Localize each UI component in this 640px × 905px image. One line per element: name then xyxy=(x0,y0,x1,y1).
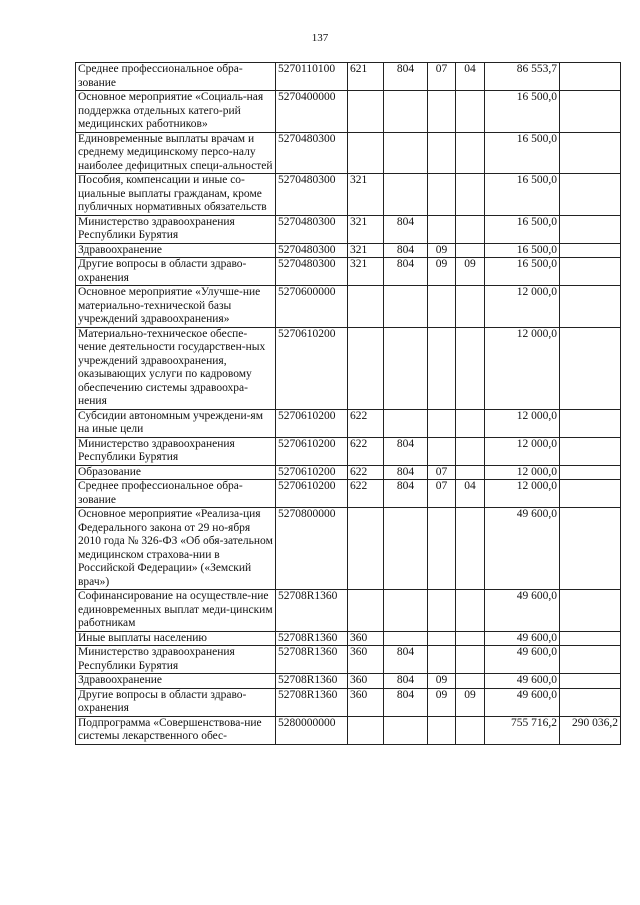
subsection-code-cell: 04 xyxy=(456,480,485,508)
target-code-cell: 52708R1360 xyxy=(276,646,348,674)
amount-1-cell: 16 500,0 xyxy=(485,243,560,258)
table-row xyxy=(76,174,621,216)
budget-table xyxy=(75,62,621,745)
section-code-cell xyxy=(428,174,456,216)
ministry-code-cell: 804 xyxy=(384,437,428,465)
ministry-code-cell xyxy=(384,132,428,174)
amount-1-cell: 49 600,0 xyxy=(485,646,560,674)
ministry-code-cell xyxy=(384,286,428,328)
table-row xyxy=(76,243,621,258)
row-name-cell: Среднее профессиональное обра-зование xyxy=(76,63,276,91)
target-code-cell: 5270800000 xyxy=(276,508,348,590)
section-code-cell xyxy=(428,437,456,465)
amount-1-cell: 49 600,0 xyxy=(485,631,560,646)
amount-2-cell xyxy=(560,258,621,286)
section-code-cell xyxy=(428,327,456,409)
ministry-code-cell: 804 xyxy=(384,688,428,716)
ministry-code-cell: 804 xyxy=(384,674,428,689)
amount-2-cell xyxy=(560,674,621,689)
row-name-cell: Министерство здравоохранения Республики Бурятия xyxy=(76,646,276,674)
subsection-code-cell: 09 xyxy=(456,258,485,286)
ministry-code-cell xyxy=(384,327,428,409)
subsection-code-cell xyxy=(456,631,485,646)
section-code-cell xyxy=(428,508,456,590)
amount-2-cell xyxy=(560,465,621,480)
expense-type-cell: 622 xyxy=(348,465,384,480)
amount-1-cell: 49 600,0 xyxy=(485,688,560,716)
row-name-cell: Основное мероприятие «Социаль-ная поддержка отдельных катего-рий медицинских работников» xyxy=(76,91,276,133)
section-code-cell: 07 xyxy=(428,480,456,508)
subsection-code-cell xyxy=(456,716,485,744)
amount-1-cell: 49 600,0 xyxy=(485,590,560,632)
amount-2-cell xyxy=(560,437,621,465)
row-name-cell: Пособия, компенсации и иные со-циальные выплаты гражданам, кроме публичных нормативных обязательств xyxy=(76,174,276,216)
ministry-code-cell: 804 xyxy=(384,258,428,286)
row-name-cell: Софинансирование на осуществле-ние единовременных выплат меди-цинским работникам xyxy=(76,590,276,632)
table-row xyxy=(76,327,621,409)
amount-2-cell xyxy=(560,215,621,243)
amount-1-cell: 12 000,0 xyxy=(485,286,560,328)
subsection-code-cell xyxy=(456,646,485,674)
amount-1-cell: 49 600,0 xyxy=(485,508,560,590)
amount-2-cell xyxy=(560,631,621,646)
row-name-cell: Другие вопросы в области здраво-охранения xyxy=(76,258,276,286)
expense-type-cell xyxy=(348,590,384,632)
table-row xyxy=(76,215,621,243)
ministry-code-cell: 804 xyxy=(384,646,428,674)
amount-1-cell: 12 000,0 xyxy=(485,327,560,409)
amount-1-cell: 86 553,7 xyxy=(485,63,560,91)
subsection-code-cell xyxy=(456,327,485,409)
amount-1-cell: 16 500,0 xyxy=(485,258,560,286)
expense-type-cell: 321 xyxy=(348,215,384,243)
table-row xyxy=(76,286,621,328)
row-name-cell: Здравоохранение xyxy=(76,674,276,689)
row-name-cell: Единовременные выплаты врачам и среднему медицинскому персо-налу наиболее дефицитных специ-альностей xyxy=(76,132,276,174)
ministry-code-cell xyxy=(384,508,428,590)
amount-2-cell xyxy=(560,409,621,437)
subsection-code-cell xyxy=(456,215,485,243)
row-name-cell: Другие вопросы в области здраво-охранения xyxy=(76,688,276,716)
row-name-cell: Образование xyxy=(76,465,276,480)
row-name-cell: Иные выплаты населению xyxy=(76,631,276,646)
row-name-cell: Субсидии автономным учреждени-ям на иные цели xyxy=(76,409,276,437)
target-code-cell: 5270610200 xyxy=(276,465,348,480)
expense-type-cell xyxy=(348,286,384,328)
table-body xyxy=(76,63,621,745)
section-code-cell: 09 xyxy=(428,258,456,286)
table-row xyxy=(76,63,621,91)
amount-2-cell xyxy=(560,174,621,216)
expense-type-cell: 321 xyxy=(348,174,384,216)
section-code-cell xyxy=(428,215,456,243)
expense-type-cell xyxy=(348,327,384,409)
subsection-code-cell xyxy=(456,674,485,689)
amount-1-cell: 755 716,2 xyxy=(485,716,560,744)
subsection-code-cell: 09 xyxy=(456,688,485,716)
amount-1-cell: 49 600,0 xyxy=(485,674,560,689)
section-code-cell xyxy=(428,286,456,328)
row-name-cell: Материально-техническое обеспе-чение деятельности государствен-ных учреждений здравоохранения, оказывающих услуги по кадровому обеспечению системы здравоохра-нения xyxy=(76,327,276,409)
amount-2-cell xyxy=(560,688,621,716)
amount-1-cell: 12 000,0 xyxy=(485,437,560,465)
subsection-code-cell xyxy=(456,243,485,258)
table-row xyxy=(76,590,621,632)
row-name-cell: Основное мероприятие «Реализа-ция Федерального закона от 29 но-ября 2010 года № 326-ФЗ «Об обя-зательном медицинском страхова-нии в Российской Федерации» («Земский врач») xyxy=(76,508,276,590)
ministry-code-cell: 804 xyxy=(384,63,428,91)
amount-1-cell: 16 500,0 xyxy=(485,174,560,216)
amount-2-cell xyxy=(560,508,621,590)
subsection-code-cell xyxy=(456,286,485,328)
expense-type-cell: 321 xyxy=(348,258,384,286)
ministry-code-cell xyxy=(384,174,428,216)
section-code-cell: 09 xyxy=(428,674,456,689)
subsection-code-cell xyxy=(456,465,485,480)
table-row xyxy=(76,258,621,286)
amount-1-cell: 12 000,0 xyxy=(485,480,560,508)
ministry-code-cell: 804 xyxy=(384,465,428,480)
ministry-code-cell: 804 xyxy=(384,215,428,243)
target-code-cell: 5270610200 xyxy=(276,327,348,409)
amount-2-cell xyxy=(560,243,621,258)
amount-1-cell: 12 000,0 xyxy=(485,409,560,437)
amount-2-cell xyxy=(560,590,621,632)
target-code-cell: 5280000000 xyxy=(276,716,348,744)
subsection-code-cell xyxy=(456,91,485,133)
expense-type-cell xyxy=(348,716,384,744)
section-code-cell: 07 xyxy=(428,63,456,91)
ministry-code-cell xyxy=(384,590,428,632)
expense-type-cell xyxy=(348,91,384,133)
amount-1-cell: 16 500,0 xyxy=(485,91,560,133)
expense-type-cell xyxy=(348,508,384,590)
amount-2-cell xyxy=(560,63,621,91)
expense-type-cell: 321 xyxy=(348,243,384,258)
row-name-cell: Министерство здравоохранения Республики Бурятия xyxy=(76,215,276,243)
expense-type-cell: 360 xyxy=(348,646,384,674)
target-code-cell: 5270480300 xyxy=(276,174,348,216)
section-code-cell: 09 xyxy=(428,688,456,716)
expense-type-cell: 622 xyxy=(348,409,384,437)
target-code-cell: 52708R1360 xyxy=(276,674,348,689)
amount-2-cell xyxy=(560,480,621,508)
amount-2-cell xyxy=(560,646,621,674)
amount-2-cell xyxy=(560,327,621,409)
row-name-cell: Подпрограмма «Совершенствова-ние системы лекарственного обес- xyxy=(76,716,276,744)
section-code-cell xyxy=(428,590,456,632)
ministry-code-cell xyxy=(384,91,428,133)
expense-type-cell: 360 xyxy=(348,631,384,646)
amount-2-cell xyxy=(560,91,621,133)
row-name-cell: Здравоохранение xyxy=(76,243,276,258)
section-code-cell xyxy=(428,409,456,437)
ministry-code-cell xyxy=(384,631,428,646)
expense-type-cell: 360 xyxy=(348,674,384,689)
section-code-cell xyxy=(428,646,456,674)
target-code-cell: 5270480300 xyxy=(276,215,348,243)
amount-1-cell: 12 000,0 xyxy=(485,465,560,480)
target-code-cell: 5270480300 xyxy=(276,258,348,286)
subsection-code-cell xyxy=(456,590,485,632)
table-row xyxy=(76,437,621,465)
amount-2-cell xyxy=(560,286,621,328)
subsection-code-cell xyxy=(456,132,485,174)
subsection-code-cell: 04 xyxy=(456,63,485,91)
subsection-code-cell xyxy=(456,409,485,437)
target-code-cell: 5270610200 xyxy=(276,480,348,508)
table-row xyxy=(76,480,621,508)
table-row xyxy=(76,91,621,133)
amount-1-cell: 16 500,0 xyxy=(485,132,560,174)
expense-type-cell xyxy=(348,132,384,174)
table-row xyxy=(76,716,621,744)
amount-1-cell: 16 500,0 xyxy=(485,215,560,243)
table-row xyxy=(76,674,621,689)
ministry-code-cell xyxy=(384,409,428,437)
table-row xyxy=(76,132,621,174)
target-code-cell: 5270480300 xyxy=(276,243,348,258)
table-row xyxy=(76,688,621,716)
table-row xyxy=(76,465,621,480)
target-code-cell: 5270480300 xyxy=(276,132,348,174)
target-code-cell: 5270610200 xyxy=(276,437,348,465)
ministry-code-cell: 804 xyxy=(384,243,428,258)
subsection-code-cell xyxy=(456,437,485,465)
subsection-code-cell xyxy=(456,174,485,216)
target-code-cell: 5270400000 xyxy=(276,91,348,133)
expense-type-cell: 360 xyxy=(348,688,384,716)
ministry-code-cell: 804 xyxy=(384,480,428,508)
table-row xyxy=(76,508,621,590)
row-name-cell: Среднее профессиональное обра-зование xyxy=(76,480,276,508)
table-row xyxy=(76,646,621,674)
target-code-cell: 5270110100 xyxy=(276,63,348,91)
section-code-cell xyxy=(428,91,456,133)
target-code-cell: 52708R1360 xyxy=(276,590,348,632)
row-name-cell: Министерство здравоохранения Республики Бурятия xyxy=(76,437,276,465)
amount-2-cell xyxy=(560,132,621,174)
section-code-cell xyxy=(428,132,456,174)
target-code-cell: 5270610200 xyxy=(276,409,348,437)
expense-type-cell: 621 xyxy=(348,63,384,91)
table-row xyxy=(76,631,621,646)
section-code-cell: 07 xyxy=(428,465,456,480)
table-row xyxy=(76,409,621,437)
target-code-cell: 5270600000 xyxy=(276,286,348,328)
section-code-cell: 09 xyxy=(428,243,456,258)
expense-type-cell: 622 xyxy=(348,480,384,508)
amount-2-cell: 290 036,2 xyxy=(560,716,621,744)
section-code-cell xyxy=(428,631,456,646)
target-code-cell: 52708R1360 xyxy=(276,688,348,716)
section-code-cell xyxy=(428,716,456,744)
page-number: 137 xyxy=(311,32,329,44)
ministry-code-cell xyxy=(384,716,428,744)
subsection-code-cell xyxy=(456,508,485,590)
target-code-cell: 52708R1360 xyxy=(276,631,348,646)
expense-type-cell: 622 xyxy=(348,437,384,465)
row-name-cell: Основное мероприятие «Улучше-ние материально-технической базы учреждений здравоохранения» xyxy=(76,286,276,328)
